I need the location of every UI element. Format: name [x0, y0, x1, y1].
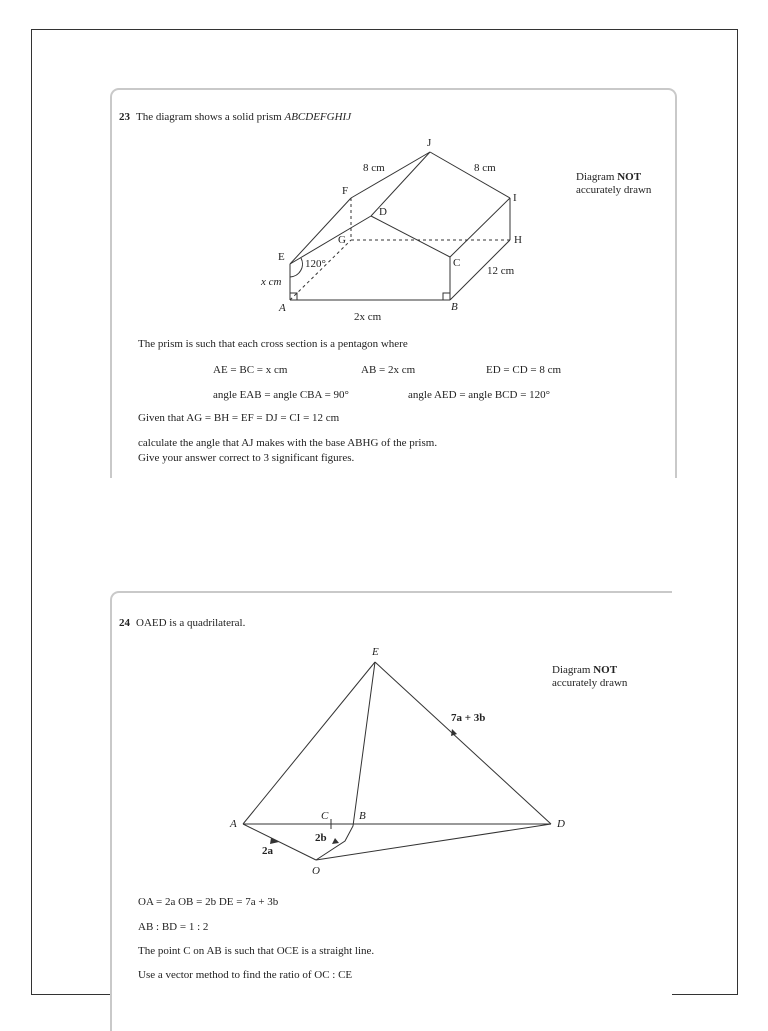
q24-vectors: OA = 2a OB = 2b DE = 7a + 3b — [138, 896, 279, 908]
q23-label-e: E — [278, 251, 285, 263]
q24-ratio: AB : BD = 1 : 2 — [138, 921, 209, 933]
q24-note-line2: accurately drawn — [552, 676, 628, 689]
q23-eq-angles-120: angle AED = angle BCD = 120° — [408, 389, 551, 401]
q23-label-f: F — [342, 185, 349, 197]
edge-ob-be — [316, 662, 375, 860]
q23-label-2xcm: 2x cm — [354, 311, 382, 323]
q23-label-a: A — [279, 302, 286, 314]
q23-task-line2: Give your answer correct to 3 significant figures. — [138, 452, 355, 464]
q23-label-c: C — [453, 257, 461, 269]
q23-number: 23 — [119, 111, 130, 123]
q24-number: 24 — [119, 617, 130, 629]
q23-eq-ae-bc: AE = BC = x cm — [213, 364, 288, 376]
q23-label-angle: 120° — [305, 258, 326, 270]
q24-label-ob-vector: 2b — [315, 832, 327, 844]
q23-eq-ed-cd: ED = CD = 8 cm — [486, 364, 562, 376]
q23-task-line1: calculate the angle that AJ makes with the base ABHG of the prism. — [138, 437, 438, 449]
q24-task: Use a vector method to find the ratio of OC : CE — [138, 969, 353, 981]
q23-label-h: H — [514, 234, 522, 246]
q23-label-fj-length: 8 cm — [363, 162, 385, 174]
q23-label-12cm: 12 cm — [487, 265, 515, 277]
edge-ed — [375, 662, 551, 824]
q23-intro: The diagram shows a solid prism — [136, 111, 282, 123]
q23-prism-name: ABCDEFGHIJ — [284, 111, 352, 123]
q24-label-de-vector: 7a + 3b — [451, 712, 486, 724]
q23-note-line2: accurately drawn — [576, 183, 652, 196]
q23-note-bold: NOT — [617, 171, 642, 183]
q24-label-oa-vector: 2a — [262, 845, 273, 857]
edge-ao — [243, 824, 316, 860]
q23-label-d: D — [379, 206, 387, 218]
q23-label-i: I — [513, 192, 517, 204]
arrow-de — [451, 729, 457, 736]
q23-note-pre: Diagram — [576, 171, 615, 183]
q24-intro: OAED is a quadrilateral. — [136, 617, 246, 629]
edge-ae — [243, 662, 375, 824]
q24-note-pre: Diagram — [552, 664, 591, 676]
q24-note-bold: NOT — [593, 664, 618, 676]
q24-label-c: C — [321, 810, 329, 822]
q24-label-b: B — [359, 810, 366, 822]
q23-label-g: G — [338, 234, 346, 246]
q23-given: Given that AG = BH = EF = DJ = CI = 12 cm — [138, 412, 340, 424]
arrow-ob — [332, 838, 339, 844]
q23-cross-section-text: The prism is such that each cross section is a pentagon where — [138, 338, 408, 350]
q24-label-o: O — [312, 865, 320, 877]
q23-label-xcm: x cm — [261, 276, 282, 288]
q23-label-b: B — [451, 301, 458, 313]
q23-eq-ab: AB = 2x cm — [361, 364, 416, 376]
q24-point-c: The point C on AB is such that OCE is a straight line. — [138, 945, 375, 957]
q24-label-a: A — [230, 818, 237, 830]
q23-label-j: J — [427, 137, 432, 149]
q24-label-e: E — [372, 646, 379, 658]
q24-label-d: D — [557, 818, 565, 830]
q23-label-ji-length: 8 cm — [474, 162, 496, 174]
q23-eq-angles-90: angle EAB = angle CBA = 90° — [213, 389, 349, 401]
